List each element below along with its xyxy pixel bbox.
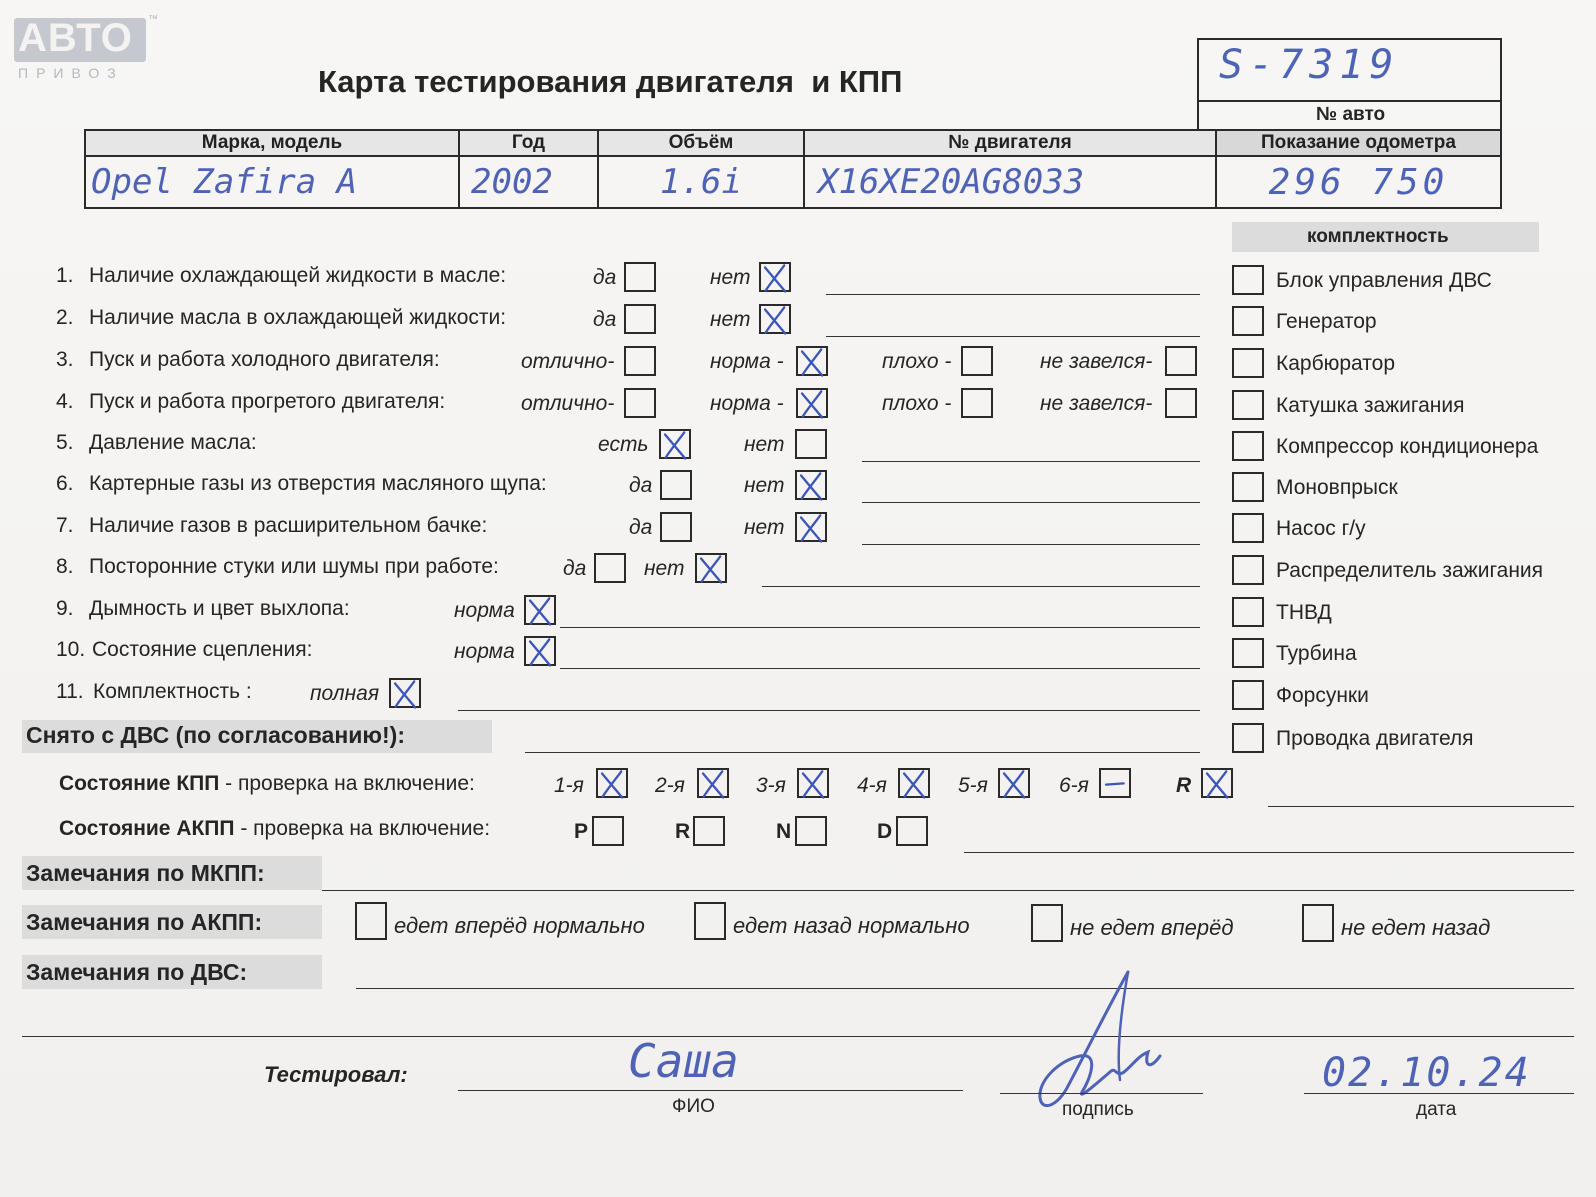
akpp-remark-checkbox[interactable]: [355, 902, 387, 940]
completeness-title: комплектность: [1307, 226, 1449, 247]
fio-line: [458, 1090, 963, 1091]
item-number: 8.: [56, 555, 74, 578]
akpp-remark-label: не едет назад: [1341, 915, 1491, 940]
option-label: да: [629, 516, 653, 539]
checkbox[interactable]: [695, 553, 727, 583]
check-mark-icon: [1200, 766, 1236, 802]
option-label: норма: [454, 599, 515, 622]
checkbox[interactable]: [1232, 513, 1264, 543]
kpp-label: [59, 772, 475, 796]
checkbox[interactable]: [759, 304, 791, 334]
value-engine-no-cell: [804, 156, 1216, 208]
value-year: 2002: [471, 162, 553, 202]
option-label: да: [629, 474, 653, 497]
option-label: нет: [744, 474, 785, 497]
option-label: не завелся-: [1040, 392, 1153, 415]
remarks-dvs-label: Замечания по ДВС:: [26, 959, 248, 985]
option-label: да: [563, 557, 587, 580]
dash-mark-icon: [1098, 766, 1134, 802]
item-label: Пуск и работа холодного двигателя:: [89, 348, 440, 371]
check-mark-icon: [388, 676, 424, 712]
option-label: норма: [454, 640, 515, 663]
checkbox[interactable]: [795, 512, 827, 542]
option-label: да: [593, 308, 617, 331]
checkbox[interactable]: [659, 429, 691, 459]
gear-label: 3-я: [756, 774, 786, 797]
checkbox[interactable]: [1232, 348, 1264, 378]
checkbox[interactable]: [1232, 306, 1264, 336]
kpp-notes-line: [1268, 806, 1574, 807]
logo-sub-text: ПРИВОЗ: [18, 65, 124, 81]
checkbox[interactable]: [524, 636, 556, 666]
item-label: Наличие охлаждающей жидкости в масле:: [89, 264, 507, 287]
remarks-mkpp-line: [322, 890, 1574, 891]
akpp-checkbox[interactable]: [592, 816, 624, 846]
item-number: 6.: [56, 472, 74, 495]
value-year-cell: [459, 156, 598, 208]
akpp-position-label: D: [877, 820, 893, 843]
item-label: Комплектность :: [93, 680, 252, 703]
akpp-remark-label: едет назад нормально: [733, 913, 970, 938]
check-mark-icon: [595, 766, 631, 802]
item-number: 9.: [56, 597, 74, 620]
akpp-position-label: N: [776, 820, 792, 843]
completeness-item-label: Карбюратор: [1276, 352, 1396, 375]
item-number: 3.: [56, 348, 74, 371]
header-year: Год: [459, 130, 598, 156]
value-engine-no: X16XE20AG8033: [818, 162, 1085, 202]
item-label: Посторонние стуки или шумы при работе:: [89, 555, 499, 578]
value-make-model: Opel Zafira A: [91, 162, 358, 202]
option-label: нет: [710, 308, 751, 331]
checkbox[interactable]: [1232, 472, 1264, 502]
header-odometer: Показание одометра: [1216, 130, 1501, 156]
akpp-label-rest: - проверка на включение:: [234, 817, 491, 840]
value-volume: 1.6i: [660, 162, 742, 202]
notes-line: [560, 668, 1200, 669]
completeness-item-label: Моновпрыск: [1276, 476, 1398, 499]
checkbox[interactable]: [796, 346, 828, 376]
akpp-remark-checkbox[interactable]: [1031, 904, 1063, 942]
checkbox[interactable]: [961, 388, 993, 418]
option-label: плохо -: [882, 350, 952, 373]
check-mark-icon: [897, 766, 933, 802]
gear-checkbox[interactable]: [898, 768, 930, 798]
tester-name: Саша: [628, 1034, 739, 1088]
check-mark-icon: [523, 593, 559, 629]
gear-checkbox[interactable]: [1201, 768, 1233, 798]
item-label: Состояние сцепления:: [92, 638, 313, 661]
checkbox[interactable]: [624, 388, 656, 418]
logo-tm: ™: [148, 14, 158, 25]
vehicle-header-table: [84, 129, 1502, 209]
akpp-notes-line: [964, 852, 1574, 853]
signature-caption: подпись: [1062, 1099, 1134, 1120]
notes-line: [458, 710, 1200, 711]
checkbox[interactable]: [389, 678, 421, 708]
removed-label: Снято с ДВС (по согласованию!):: [26, 722, 405, 748]
removed-line: [525, 752, 1200, 753]
item-label: Пуск и работа прогретого двигателя:: [89, 390, 446, 413]
option-label: отлично-: [521, 392, 615, 415]
akpp-label-bold: Состояние АКПП: [59, 817, 235, 840]
kpp-label-rest: - проверка на включение:: [219, 772, 475, 795]
date-line: [1304, 1093, 1574, 1094]
option-label: не завелся-: [1040, 350, 1153, 373]
check-mark-icon: [997, 766, 1033, 802]
checkbox[interactable]: [594, 553, 626, 583]
notes-line: [560, 627, 1200, 628]
gear-checkbox[interactable]: [998, 768, 1030, 798]
akpp-remark-checkbox[interactable]: [694, 902, 726, 940]
completeness-item-label: Распределитель зажигания: [1276, 559, 1544, 582]
header-make-model: Марка, модель: [85, 130, 459, 156]
value-make-model-cell: [85, 156, 459, 208]
check-mark-icon: [523, 634, 559, 670]
value-odometer: 296 750: [1268, 161, 1449, 203]
gear-checkbox[interactable]: [596, 768, 628, 798]
gear-label: 2-я: [655, 774, 685, 797]
option-label: есть: [598, 433, 649, 456]
item-label: Наличие газов в расширительном бачке:: [89, 514, 488, 537]
option-label: нет: [710, 266, 751, 289]
akpp-label: [59, 817, 490, 841]
check-mark-icon: [696, 766, 732, 802]
signature-line: [1000, 1093, 1203, 1094]
logo-main-text: АВТО: [18, 16, 133, 60]
item-label: Картерные газы из отверстия масляного щупа:: [89, 472, 547, 495]
date-caption: дата: [1416, 1099, 1457, 1120]
checkbox[interactable]: [1165, 388, 1197, 418]
tested-label: Тестировал:: [264, 1062, 408, 1087]
gear-checkbox[interactable]: [697, 768, 729, 798]
akpp-remark-label: едет вперёд нормально: [394, 913, 645, 938]
test-date: 02.10.24: [1322, 1050, 1531, 1096]
checkbox[interactable]: [624, 304, 656, 334]
checkbox[interactable]: [624, 262, 656, 292]
option-label: да: [593, 266, 617, 289]
check-mark-icon: [794, 510, 830, 546]
completeness-item-label: Форсунки: [1276, 684, 1369, 707]
header-volume: Объём: [598, 130, 804, 156]
item-number: 7.: [56, 514, 74, 537]
gear-checkbox[interactable]: [797, 768, 829, 798]
checkbox[interactable]: [796, 388, 828, 418]
checkbox[interactable]: [1232, 555, 1264, 585]
item-number: 5.: [56, 431, 74, 454]
akpp-position-label: R: [675, 820, 691, 843]
check-mark-icon: [794, 468, 830, 504]
check-mark-icon: [795, 386, 831, 422]
checkbox[interactable]: [660, 470, 692, 500]
item-number: 10.: [56, 638, 86, 661]
checkbox[interactable]: [1232, 597, 1264, 627]
notes-line: [862, 502, 1200, 503]
completeness-item-label: ТНВД: [1276, 601, 1332, 624]
notes-line: [762, 586, 1200, 587]
akpp-checkbox[interactable]: [896, 816, 928, 846]
option-label: полная: [310, 682, 380, 705]
akpp-remark-checkbox[interactable]: [1302, 904, 1334, 942]
checkbox[interactable]: [759, 262, 791, 292]
logo: [14, 14, 158, 88]
fio-caption: ФИО: [672, 1096, 715, 1117]
gear-label: 1-я: [554, 774, 584, 797]
remarks-akpp-label: Замечания по АКПП:: [26, 909, 263, 935]
remarks-dvs-line-2: [22, 1036, 1574, 1037]
notes-line: [862, 544, 1200, 545]
gear-label: 5-я: [958, 774, 988, 797]
item-number: 1.: [56, 264, 74, 287]
checkbox[interactable]: [624, 346, 656, 376]
checkbox[interactable]: [1232, 390, 1264, 420]
value-odometer-cell: [1216, 156, 1501, 208]
gear-checkbox[interactable]: [1099, 768, 1131, 798]
completeness-item-label: Проводка двигателя: [1276, 727, 1474, 750]
checkbox[interactable]: [1232, 265, 1264, 295]
remarks-mkpp-label: Замечания по МКПП:: [26, 860, 265, 886]
completeness-item-label: Катушка зажигания: [1276, 394, 1465, 417]
item-label: Наличие масла в охлаждающей жидкости:: [89, 306, 507, 329]
option-label: нет: [644, 557, 685, 580]
checkbox[interactable]: [1232, 431, 1264, 461]
checkbox[interactable]: [1232, 723, 1264, 753]
akpp-checkbox[interactable]: [795, 816, 827, 846]
akpp-position-label: P: [574, 820, 589, 843]
auto-number-label: № авто: [1316, 104, 1386, 125]
gear-label: 6-я: [1059, 774, 1089, 797]
item-number: 4.: [56, 390, 74, 413]
auto-number-value: S-7319: [1219, 42, 1400, 88]
checkbox[interactable]: [524, 595, 556, 625]
akpp-remark-label: не едет вперёд: [1070, 915, 1234, 940]
checkbox[interactable]: [1232, 680, 1264, 710]
completeness-item-label: Турбина: [1276, 642, 1357, 665]
item-number: 2.: [56, 306, 74, 329]
kpp-label-bold: Состояние КПП: [59, 772, 220, 795]
gear-label: 4-я: [857, 774, 887, 797]
remarks-dvs-line-1: [356, 988, 1574, 989]
value-volume-cell: [598, 156, 804, 208]
option-label: плохо -: [882, 392, 952, 415]
check-mark-icon: [796, 766, 832, 802]
completeness-item-label: Насос г/у: [1276, 517, 1366, 540]
completeness-item-label: Компрессор кондиционера: [1276, 435, 1539, 458]
gear-label: R: [1176, 774, 1192, 797]
akpp-checkbox[interactable]: [693, 816, 725, 846]
check-mark-icon: [658, 427, 694, 463]
check-mark-icon: [795, 344, 831, 380]
option-label: нет: [744, 516, 785, 539]
check-mark-icon: [694, 551, 730, 587]
completeness-item-label: Генератор: [1276, 310, 1377, 333]
page-title: Карта тестирования двигателя и КПП: [318, 64, 903, 99]
auto-number-box: [1197, 38, 1502, 131]
checkbox[interactable]: [1232, 638, 1264, 668]
option-label: нет: [744, 433, 785, 456]
header-engine-no: № двигателя: [804, 130, 1216, 156]
item-label: Дымность и цвет выхлопа:: [89, 597, 350, 620]
checkbox[interactable]: [961, 346, 993, 376]
checkbox[interactable]: [795, 429, 827, 459]
option-label: норма -: [710, 350, 784, 373]
option-label: норма -: [710, 392, 784, 415]
notes-line: [826, 294, 1200, 295]
checkbox[interactable]: [1165, 346, 1197, 376]
completeness-item-label: Блок управления ДВС: [1276, 269, 1492, 292]
option-label: отлично-: [521, 350, 615, 373]
checkbox[interactable]: [795, 470, 827, 500]
notes-line: [826, 336, 1200, 337]
item-label: Давление масла:: [89, 431, 257, 454]
check-mark-icon: [758, 302, 794, 338]
check-mark-icon: [758, 260, 794, 296]
checkbox[interactable]: [660, 512, 692, 542]
notes-line: [862, 461, 1200, 462]
item-number: 11.: [56, 680, 84, 703]
